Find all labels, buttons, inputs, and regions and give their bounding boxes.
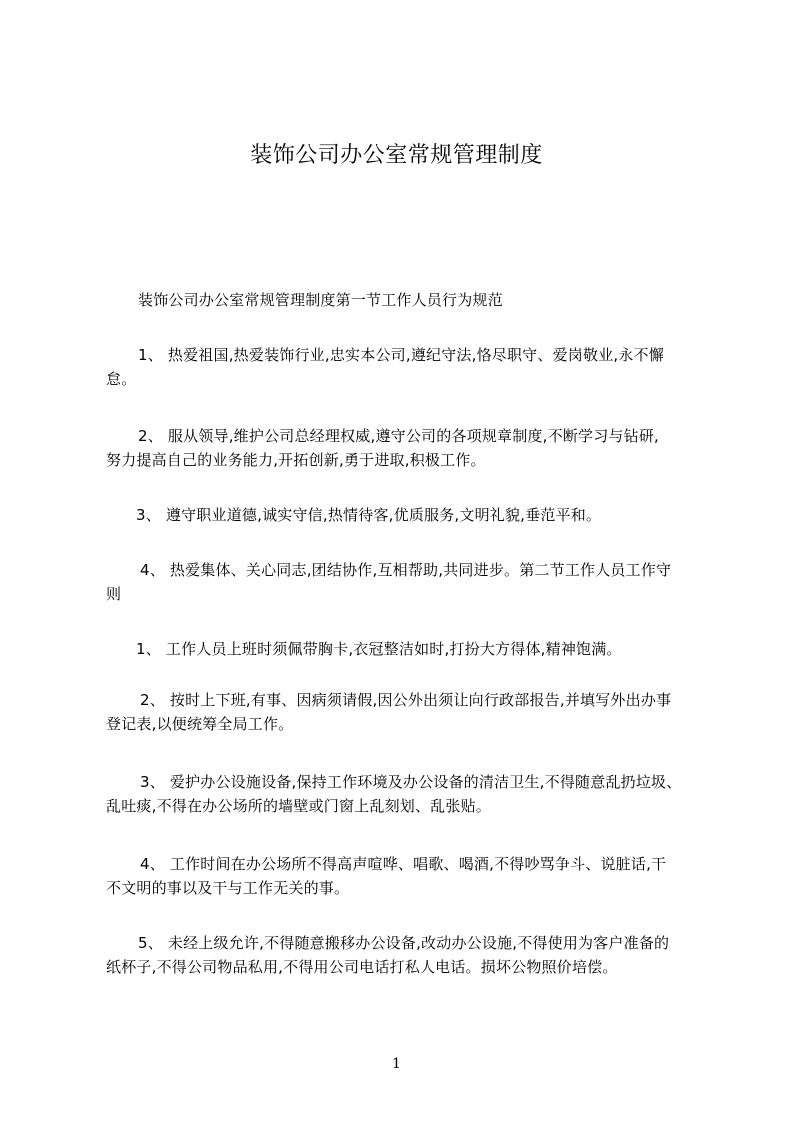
paragraph-5	[106, 637, 716, 661]
paragraph-line: 1、 热爱祖国,热爱装饰行业,忠实本公司,遵纪守法,恪尽职守、爱岗敬业,永不懈	[138, 346, 664, 364]
paragraph-4	[106, 558, 716, 606]
paragraph-line: 3、 遵守职业道德,诚实守信,热情待客,优质服务,文明礼貌,垂范平和。	[136, 506, 602, 524]
paragraph-line: 纸杯子,不得公司物品私用,不得用公司电话打私人电话。损坏公物照价培偿。	[106, 958, 618, 976]
paragraph-8	[106, 852, 716, 900]
page-number: 1	[392, 1056, 401, 1072]
paragraph-line: 登记表,以便统筹全局工作。	[106, 715, 294, 733]
paragraph-7	[106, 770, 716, 818]
document-title: 装饰公司办公室常规管理制度	[250, 143, 543, 168]
paragraph-line: 不文明的事以及干与工作无关的事。	[106, 879, 350, 897]
paragraph-line: 努力提高自己的业务能力,开拓创新,勇于进取,积极工作。	[106, 451, 486, 469]
paragraph-line: 5、 未经上级允许,不得随意搬移办公设备,改动办公设施,不得使用为客户准备的	[138, 934, 670, 952]
paragraph-6	[106, 688, 716, 736]
paragraph-1	[106, 343, 716, 391]
paragraph-line: 2、 服从领导,维护公司总经理权威,遵守公司的各项规章制度,不断学习与钻研,	[138, 427, 659, 445]
paragraph-line: 3、 爱护办公设施设备,保持工作环境及办公设备的清洁卫生,不得随意乱扔垃圾、	[140, 773, 682, 791]
paragraph-line: 4、 工作时间在办公场所不得高声喧哗、唱歌、喝酒,不得吵骂争斗、说脏话,干	[140, 855, 667, 873]
paragraph-3	[106, 503, 716, 527]
paragraph-line: 2、 按时上下班,有事、因病须请假,因公外出须让向行政部报告,并填写外出办事	[140, 691, 672, 709]
paragraph-line: 则	[106, 585, 122, 603]
section-heading: 装饰公司办公室常规管理制度第一节工作人员行为规范	[138, 291, 503, 309]
paragraph-line: 1、 工作人员上班时须佩带胸卡,衣冠整洁如时,打扮大方得体,精神饱满。	[136, 640, 622, 658]
paragraph-line: 4、 热爱集体、关心同志,团结协作,互相帮助,共同进步。第二节工作人员工作守	[140, 561, 672, 579]
paragraph-line: 乱吐痰,不得在办公场所的墙壁或门窗上乱刻划、乱张贴。	[106, 797, 491, 815]
paragraph-line: 怠。	[106, 370, 137, 388]
paragraph-2	[106, 424, 716, 472]
paragraph-9	[106, 931, 716, 979]
